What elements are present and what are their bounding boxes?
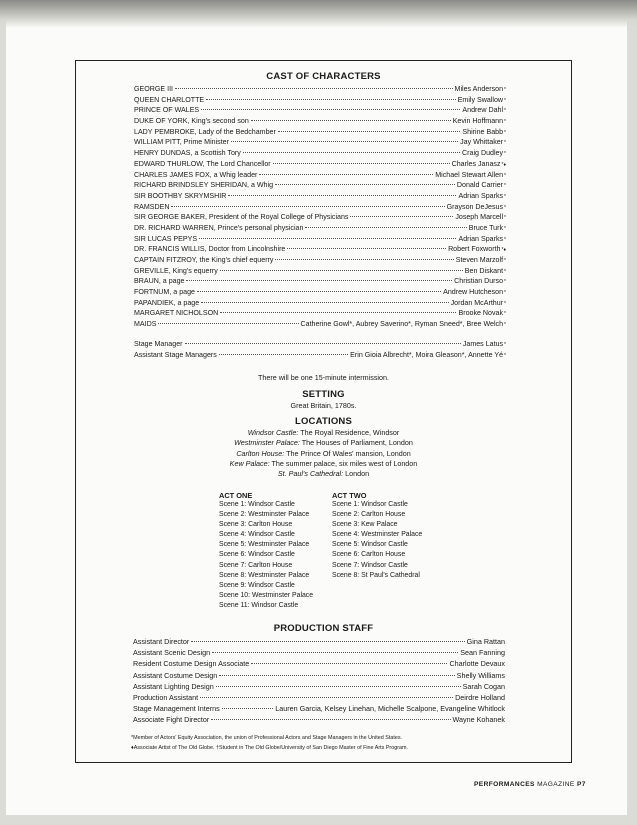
- stage-manager-role: Stage Manager: [134, 340, 183, 348]
- staff-role: Production Assistant: [133, 692, 199, 702]
- scene-item: Scene 8: St Paul's Cathedral: [332, 571, 420, 579]
- scene-item: Scene 2: Carlton House: [332, 511, 406, 519]
- cast-role: MARGARET NICHOLSON: [134, 309, 219, 318]
- leader-dots: [216, 686, 461, 687]
- location-place: St. Paul's Cathedral:: [277, 469, 344, 479]
- cast-row: [134, 203, 506, 214]
- location-item: [76, 428, 571, 438]
- act-one-title: ACT ONE: [219, 491, 253, 500]
- leader-dots: [219, 354, 348, 355]
- locations-list: [76, 428, 571, 479]
- leader-dots: [219, 675, 454, 676]
- staff-name: Lauren Garcia, Kelsey Linehan, Michelle Scalpone, Evangeline Whitlock: [275, 704, 505, 714]
- footnote-mark: *♦: [501, 161, 506, 168]
- cast-name: Joseph Marcell: [455, 213, 504, 222]
- staff-row: [133, 648, 505, 659]
- location-item: [76, 469, 571, 479]
- leader-dots: [199, 238, 456, 239]
- footer-page-number: P7: [574, 781, 586, 788]
- act-two-title: ACT TWO: [332, 491, 367, 500]
- leader-dots: [278, 131, 461, 132]
- staff-name: Sarah Cogan: [462, 681, 505, 691]
- intermission-note: There will be one 15-minute intermission.: [257, 373, 390, 382]
- footnotes: [131, 733, 408, 753]
- footnote-mark: *: [504, 215, 506, 222]
- leader-dots: [220, 270, 463, 271]
- cast-frame: [75, 60, 572, 763]
- cast-row: [134, 277, 506, 288]
- leader-dots: [228, 195, 456, 196]
- cast-row: [134, 224, 506, 235]
- location-item: [76, 438, 571, 448]
- cast-row: [134, 138, 506, 149]
- cast-role: LADY PEMBROKE, Lady of the Bedchamber: [134, 127, 276, 136]
- production-staff-heading: PRODUCTION STAFF: [273, 623, 374, 634]
- cast-name: Brooke Novak: [458, 309, 504, 318]
- leader-dots: [273, 163, 450, 164]
- production-staff-list: [133, 637, 505, 727]
- cast-name: Andrew Dahl: [462, 106, 504, 115]
- staff-name: Deirdre Holland: [455, 692, 505, 702]
- leader-dots: [201, 109, 460, 110]
- cast-name: Charles Janasz: [451, 159, 501, 168]
- cast-row: [134, 106, 506, 117]
- cast-row: [134, 181, 506, 192]
- scene-item: Scene 11: Windsor Castle: [219, 601, 299, 609]
- stage-manager-name: James Latus: [462, 340, 504, 348]
- staff-row: [133, 637, 505, 648]
- cast-row: [134, 96, 506, 107]
- cast-row: [134, 213, 506, 224]
- scene-item: Scene 2: Westminster Palace: [219, 511, 310, 519]
- location-item: [76, 459, 571, 469]
- cast-row: [134, 117, 506, 128]
- cast-role: CHARLES JAMES FOX, a Whig leader: [134, 170, 258, 179]
- leader-dots: [197, 291, 441, 292]
- cast-role: BRAUN, a page: [134, 277, 185, 286]
- cast-name: Grayson DeJesus: [446, 202, 504, 211]
- cast-name: Adrian Sparks: [458, 191, 504, 200]
- scene-item: Scene 7: Carlton House: [219, 561, 293, 569]
- location-place: Windsor Castle:: [247, 428, 299, 437]
- cast-row: [134, 267, 506, 278]
- scan-shadow: [0, 0, 637, 28]
- cast-name: Robert Foxworth: [448, 245, 501, 254]
- footnote-mark: *: [504, 225, 506, 232]
- leader-dots: [251, 663, 447, 664]
- footer-magazine: PERFORMANCES: [474, 781, 535, 788]
- cast-name: Miles Anderson: [454, 85, 504, 93]
- leader-dots: [287, 248, 446, 249]
- staff-name: Gina Rattan: [466, 637, 505, 646]
- cast-role: WILLIAM PITT, Prime Minister: [134, 138, 229, 147]
- staff-row: [133, 715, 505, 726]
- footnote-mark: *: [504, 342, 506, 348]
- cast-role: DR. FRANCIS WILLIS, Doctor from Lincolnshire: [134, 245, 286, 254]
- cast-row: [134, 309, 506, 320]
- cast-name: Andrew Hutcheson: [443, 288, 504, 297]
- cast-row: [134, 235, 506, 246]
- scene-item: Scene 6: Windsor Castle: [219, 551, 295, 559]
- staff-role: Assistant Costume Design: [133, 670, 218, 680]
- cast-name: Donald Carrier: [456, 181, 504, 190]
- cast-row: [134, 128, 506, 139]
- leader-dots: [175, 88, 453, 89]
- leader-dots: [220, 312, 456, 313]
- leader-dots: [171, 206, 444, 207]
- leader-dots: [200, 697, 453, 698]
- leader-dots: [251, 120, 451, 121]
- leader-dots: [206, 99, 456, 100]
- scene-item: Scene 9: Windsor Castle: [219, 581, 295, 589]
- cast-name: Steven Marzolf: [455, 256, 504, 264]
- location-item: [76, 449, 571, 459]
- leader-dots: [201, 302, 448, 303]
- cast-name: Christian Durso: [454, 277, 504, 286]
- footnote-associate: ♦Associate Artist of The Old Globe. †Student in The Old Globe/University of San Diego Master of Fine Arts Program.: [131, 745, 409, 751]
- cast-row: [134, 299, 506, 310]
- footnote-equity: *Member of Actors' Equity Association, the union of Professional Actors and Stage Managers in the United States.: [131, 735, 403, 741]
- scene-item: Scene 4: Westminster Palace: [332, 531, 423, 539]
- location-place: Kew Palace:: [229, 458, 270, 468]
- footnote-mark: *: [504, 172, 506, 179]
- footnote-mark: *: [504, 322, 506, 329]
- scene-item: Scene 6: Carlton House: [332, 551, 406, 559]
- cast-name: Kevin Hoffmann: [452, 117, 504, 126]
- staff-name: Sean Fanning: [460, 648, 505, 658]
- footnote-mark: *: [504, 129, 506, 136]
- cast-role: FORTNUM, a page: [134, 288, 195, 297]
- staff-row: [133, 704, 505, 715]
- cast-role: GREVILLE, King's equerry: [134, 266, 218, 275]
- scene-item: Scene 10: Westminster Palace: [219, 591, 314, 599]
- footnote-mark: *: [504, 151, 506, 158]
- cast-role: MAIDS: [134, 320, 157, 329]
- locations-heading: LOCATIONS: [294, 416, 353, 427]
- staff-row: [133, 682, 505, 693]
- stage-management-list: [134, 340, 506, 361]
- cast-row: [134, 171, 506, 182]
- cast-role: PRINCE OF WALES: [134, 106, 200, 115]
- scene-item: Scene 5: Windsor Castle: [332, 541, 408, 549]
- cast-name: Michael Stewart Allen: [435, 170, 504, 179]
- scene-item: Scene 3: Carlton House: [219, 521, 293, 529]
- staff-role: Assistant Scenic Design: [133, 648, 211, 658]
- cast-role: EDWARD THURLOW, The Lord Chancellor: [134, 159, 271, 168]
- cast-role: RAMSDEN: [134, 202, 170, 211]
- stage-manager-row: [134, 340, 506, 351]
- footnote-mark: *: [504, 119, 506, 126]
- cast-name: Ben Diskant: [464, 266, 504, 275]
- staff-name: Shelly Williams: [456, 670, 505, 680]
- scene-item: Scene 3: Kew Palace: [332, 521, 398, 529]
- location-description: The Prince Of Wales' mansion, London: [284, 448, 411, 458]
- act-one-scenes: [219, 501, 313, 612]
- footnote-mark: *: [504, 290, 506, 297]
- footnote-mark: *: [504, 279, 506, 286]
- cast-role: SIR BOOTHBY SKRYMSHIR: [134, 191, 227, 200]
- leader-dots: [212, 652, 458, 653]
- footnote-mark: *: [504, 268, 506, 275]
- footer-label: MAGAZINE: [534, 781, 575, 788]
- cast-role: DUKE OF YORK, King's second son: [134, 117, 249, 126]
- cast-role: CAPTAIN FITZROY, the King's chief equerry: [134, 256, 274, 264]
- act-two: [332, 491, 422, 582]
- staff-role: Resident Costume Design Associate: [133, 659, 250, 669]
- cast-name: Craig Dudley: [462, 149, 504, 158]
- staff-row: [133, 671, 505, 682]
- cast-role: SIR GEORGE BAKER, President of the Royal College of Physicians: [134, 213, 349, 222]
- footnote-mark: *: [504, 300, 506, 307]
- footnote-mark: *: [504, 311, 506, 318]
- scene-item: Scene 4: Windsor Castle: [219, 531, 295, 539]
- staff-role: Stage Management Interns: [133, 704, 220, 714]
- leader-dots: [259, 174, 433, 175]
- cast-row: [134, 192, 506, 203]
- staff-name: Charlotte Devaux: [449, 659, 505, 669]
- leader-dots: [275, 184, 455, 185]
- act-two-scenes: [332, 501, 422, 582]
- stage-manager-name: Erin Gioia Albrecht*, Moira Gleason*, Annette Yé: [350, 350, 504, 359]
- cast-row: [134, 160, 506, 171]
- footnote-mark: *: [504, 193, 506, 200]
- leader-dots: [158, 323, 298, 324]
- cast-name: Catherine Gowl*, Aubrey Saverino*, Ryman Sneed*, Bree Welch: [300, 320, 504, 329]
- leader-dots: [185, 343, 461, 344]
- footnote-mark: *: [504, 108, 506, 115]
- cast-role: PAPANDIEK, a page: [134, 298, 200, 307]
- cast-role: DR. RICHARD WARREN, Prince's personal physician: [134, 223, 304, 232]
- stage-manager-row: [134, 351, 506, 362]
- scene-item: Scene 5: Westminster Palace: [219, 541, 310, 549]
- location-place: Carlton House:: [236, 448, 285, 458]
- setting-heading: SETTING: [302, 389, 345, 400]
- cast-row: [134, 288, 506, 299]
- cast-name: Shirine Babb: [462, 127, 504, 136]
- cast-list: [134, 85, 506, 331]
- cast-name: Jordan McArthur: [450, 298, 504, 307]
- cast-name: Emily Swallow: [457, 95, 504, 104]
- cast-row: [134, 320, 506, 331]
- act-one: [219, 491, 313, 612]
- cast-heading: CAST OF CHARACTERS: [266, 71, 381, 82]
- footnote-mark: *: [504, 87, 506, 93]
- cast-row: [134, 149, 506, 160]
- cast-row: [134, 245, 506, 256]
- cast-name: Jay Whittaker: [460, 138, 504, 147]
- cast-role: QUEEN CHARLOTTE: [134, 95, 205, 104]
- footnote-mark: *: [504, 352, 506, 359]
- scene-item: Scene 7: Windsor Castle: [332, 561, 408, 569]
- leader-dots: [186, 280, 452, 281]
- leader-dots: [350, 216, 453, 217]
- footnote-mark: *♦: [501, 247, 506, 254]
- scene-item: Scene 1: Windsor Castle: [219, 501, 295, 508]
- staff-name: Wayne Kohanek: [452, 715, 505, 725]
- cast-role: HENRY DUNDAS, a Scottish Tory: [134, 149, 241, 158]
- staff-role: Assistant Lighting Design: [133, 681, 214, 691]
- location-description: The summer palace, six miles west of London: [269, 458, 418, 468]
- staff-row: [133, 659, 505, 670]
- cast-role: GEORGE III: [134, 85, 174, 93]
- cast-row: [134, 85, 506, 96]
- location-description: The Royal Residence, Windsor: [298, 428, 400, 437]
- cast-row: [134, 256, 506, 267]
- scene-item: Scene 1: Windsor Castle: [332, 501, 408, 508]
- staff-row: [133, 693, 505, 704]
- staff-role: Assistant Director: [133, 637, 190, 646]
- footnote-mark: *: [504, 140, 506, 147]
- footnote-mark: *: [504, 183, 506, 190]
- leader-dots: [222, 708, 274, 709]
- scene-item: Scene 8: Westminster Palace: [219, 571, 310, 579]
- leader-dots: [305, 227, 466, 228]
- setting-text: Great Britain, 1780s.: [290, 401, 357, 410]
- cast-role: RICHARD BRINDSLEY SHERIDAN, a Whig: [134, 181, 274, 190]
- leader-dots: [243, 152, 460, 153]
- location-place: Westminster Palace:: [234, 438, 300, 448]
- footnote-mark: *: [504, 204, 506, 211]
- leader-dots: [211, 719, 450, 720]
- leader-dots: [191, 641, 464, 642]
- cast-name: Bruce Turk: [468, 223, 504, 232]
- page-footer: [474, 781, 586, 788]
- staff-role: Associate Fight Director: [133, 715, 210, 725]
- leader-dots: [231, 141, 458, 142]
- location-description: London: [343, 469, 370, 479]
- stage-manager-role: Assistant Stage Managers: [134, 350, 217, 359]
- cast-role: SIR LUCAS PEPYS: [134, 234, 198, 243]
- cast-name: Adrian Sparks: [458, 234, 504, 243]
- footnote-mark: *: [504, 97, 506, 104]
- leader-dots: [275, 259, 453, 260]
- location-description: The Houses of Parliament, London: [299, 438, 413, 448]
- footnote-mark: *: [504, 236, 506, 243]
- footnote-mark: *: [504, 258, 506, 264]
